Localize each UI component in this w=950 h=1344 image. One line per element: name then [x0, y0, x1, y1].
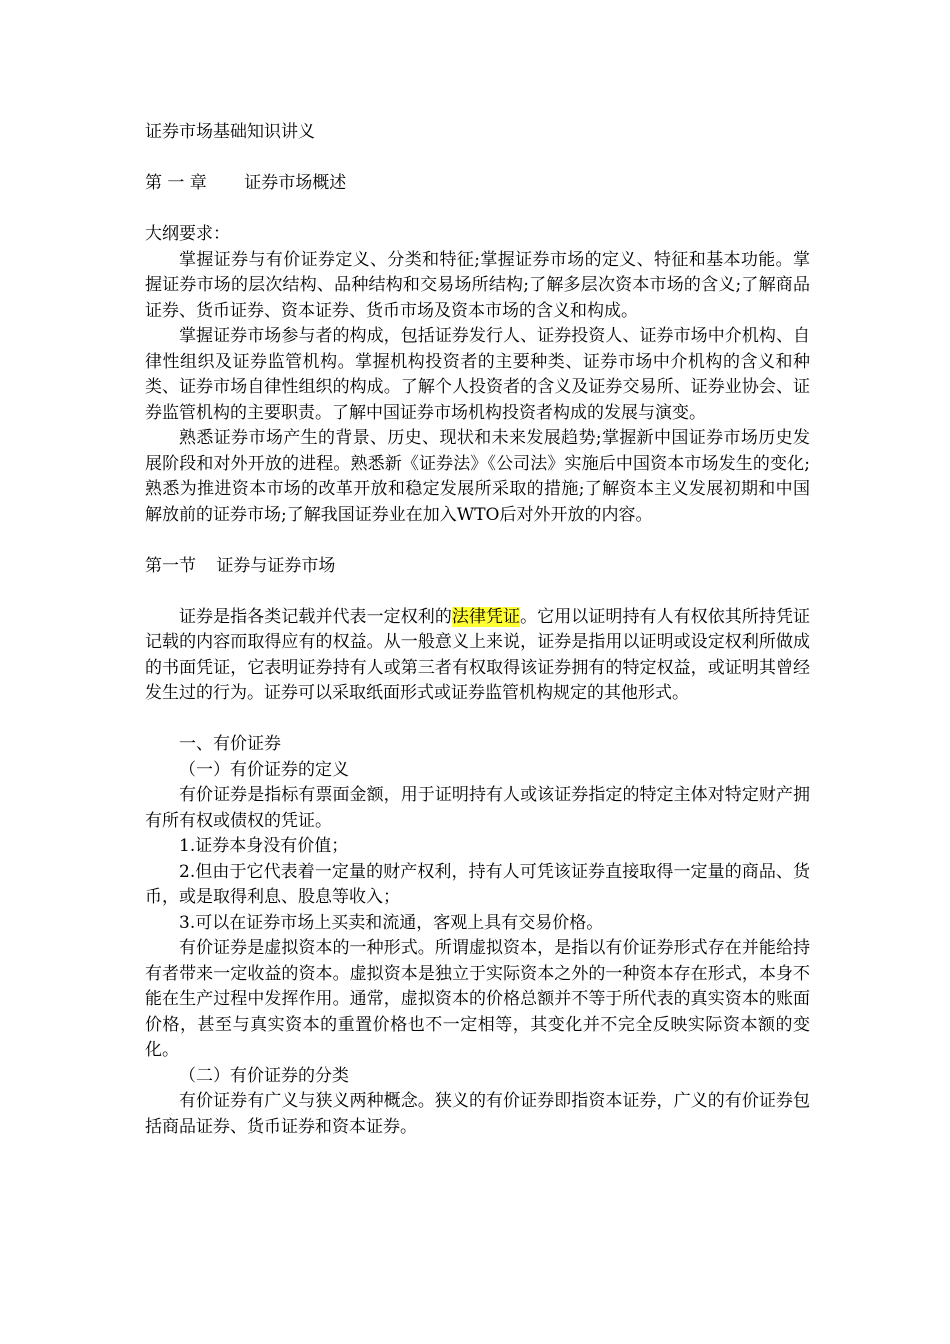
- spacer: [145, 707, 810, 733]
- outline-paragraph-2: 掌握证券市场参与者的构成，包括证券发行人、证券投资人、证券市场中介机构、自律性组织及证券监管机构。掌握机构投资者的主要种类、证券市场中介机构的含义和种类、证券市场自律性组织的构成。了解个人投资者的含义及证券交易所、证券业协会、证券监管机构的主要职责。了解中国证券市场机构投资者构成的发展与演变。: [145, 326, 810, 423]
- subsection-2-heading: （二）有价证券的分类: [179, 1065, 349, 1086]
- definition-text-after: 。它用以证明持有人有权依其所持凭证记载的内容而取得应有的权益。从一般意义上来说，证券是指用以证明或设定权利所做成的书面凭证，它表明证券持有人或第三者有权取得该证券拥有的特定权益，或证明其曾经发生过的行为。证券可以采取纸面形式或证券监管机构规定的其他形式。: [145, 606, 811, 703]
- subsection-1-paragraph: 有价证券是指标有票面金额，用于证明持有人或该证券指定的特定主体对特定财产拥有所有权或债权的凭证。: [145, 785, 810, 831]
- subsection-1-heading: （一）有价证券的定义: [179, 759, 349, 780]
- subsection-1-paragraph-2: 有价证券是虚拟资本的一种形式。所谓虚拟资本，是指以有价证券形式存在并能给持有者带来一定收益的资本。虚拟资本是独立于实际资本之外的一种资本存在形式，本身不能在生产过程中发挥作用。通常，虚拟资本的价格总额并不等于所代表的真实资本的账面价格，甚至与真实资本的重置价格也不一定相等，其变化并不完全反映实际资本额的变化。: [145, 938, 810, 1060]
- spacer: [145, 579, 810, 605]
- spacer: [145, 146, 810, 172]
- document-title: 证券市场基础知识讲义: [145, 122, 315, 142]
- section-heading: [145, 554, 810, 580]
- outline-paragraph-3: 熟悉证券市场产生的背景、历史、现状和未来发展趋势;掌握新中国证券市场历史发展阶段和对外开放的进程。熟悉新《证券法》《公司法》实施后中国资本市场发生的变化;熟悉为推进资本市场的改革开放和稳定发展所采取的措施;了解资本主义发展初期和中国解放前的证券市场;了解我国证券业在加入WTO后对外开放的内容。: [145, 428, 810, 525]
- chapter-title: 证券市场概述: [244, 173, 347, 193]
- outline-heading: 大纲要求：: [145, 224, 230, 244]
- chapter-number: 第 一 章: [145, 173, 207, 193]
- definition-paragraph: [145, 605, 810, 707]
- list-item-1: 1.证券本身没有价值；: [179, 836, 349, 856]
- spacer: [145, 197, 810, 223]
- spacer: [145, 528, 810, 554]
- highlighted-term: 法律凭证: [451, 606, 521, 627]
- part-one-heading: 一、有价证券: [179, 734, 281, 754]
- list-item-2: 2.但由于它代表着一定量的财产权利，持有人可凭该证券直接取得一定量的商品、货币，或是取得利息、股息等收入；: [145, 861, 810, 907]
- document-page: [145, 120, 810, 1140]
- subsection-2-paragraph: 有价证券有广义与狭义两种概念。狭义的有价证券即指资本证券，广义的有价证券包括商品证券、货币证券和资本证券。: [145, 1091, 810, 1137]
- section-number: 第一节: [145, 555, 196, 576]
- definition-text-before: 证券是指各类记载并代表一定权利的: [179, 606, 452, 627]
- outline-paragraph-1: 掌握证券与有价证券定义、分类和特征;掌握证券市场的定义、特征和基本功能。掌握证券市场的层次结构、品种结构和交易场所结构;了解多层次资本市场的含义;了解商品证券、货币证券、资本证券、货币市场及资本市场的含义和构成。: [145, 249, 810, 321]
- chapter-heading: [145, 171, 810, 197]
- list-item-3: 3.可以在证券市场上买卖和流通，客观上具有交易价格。: [179, 912, 604, 933]
- section-title: 证券与证券市场: [216, 555, 336, 576]
